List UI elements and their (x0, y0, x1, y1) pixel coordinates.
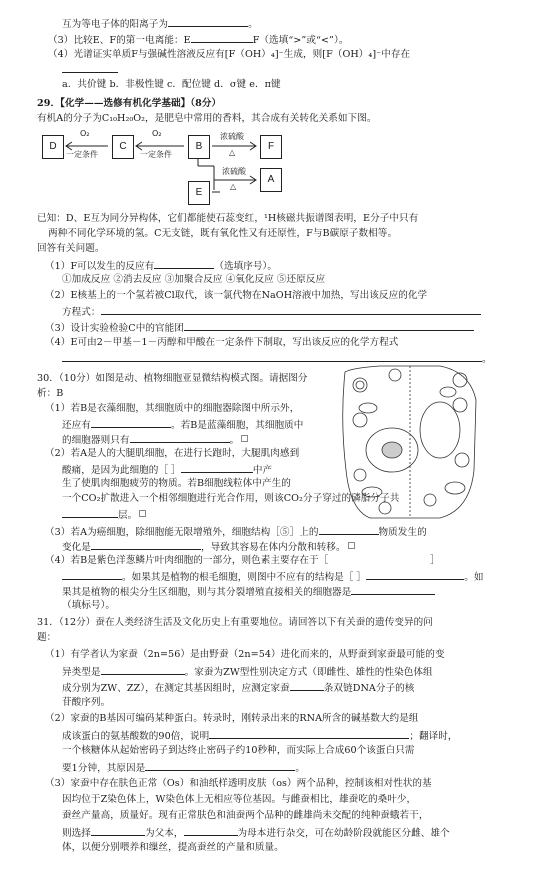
q30-header: 30．（10分）如图是动、植物细胞亚显微结构模式图。请据图分 (37, 373, 308, 384)
q31-p3d (62, 825, 450, 840)
q29-s1-end: （选填序号）。 (214, 261, 278, 272)
q31-p2b (62, 728, 458, 743)
q31-header2: 题： (37, 632, 57, 643)
q31-p3d-text-3: 为母本进行杂交，可在幼龄阶段就能区分雌、雄个 (237, 828, 450, 839)
node-c: C (112, 135, 134, 159)
q30-p4d: （填标号）。 (62, 600, 116, 611)
q31-p2b-text: 成该蛋白的氨基酸数的90倍，说明 (62, 731, 210, 742)
q31-p2c: 一个核糖体从起始密码子到达终止密码子约10秒种，而实际上合成60个该蛋白只需 (62, 745, 415, 756)
q30-p4a-text-2: ］ (430, 555, 440, 566)
q31-p1a: （1）有学者认为家蚕（2n=56）是由野蚕（2n=54）进化而来的，从野蚕到家蚕最可能的变 (45, 649, 445, 660)
q31-p3e: 体，以便分别喂养和缫丝，提高蚕丝的产量和质量。 (62, 842, 284, 853)
q30-p3a-text: （3）若A为癌细胞，除细胞能无限增殖外，细胞结构［⑤］上的 (45, 527, 319, 538)
q30-p1b-text: 还应有 (62, 420, 91, 431)
q30-p3b-text: 变化是 (62, 542, 91, 553)
q29-s2: （2）E核基上的一个氢若被Cl取代，该一氯代物在NaOH溶液中加热，写出该反应的化学 (45, 290, 428, 301)
q31-p1b (62, 664, 433, 679)
q30-p2b-text-2: 中产 (252, 465, 273, 476)
node-f: F (260, 135, 282, 159)
answer-blank[interactable] (145, 760, 295, 771)
node-b: B (188, 135, 210, 159)
q31-p3d-text: 则选择 (62, 828, 91, 839)
q30-p4b-text-2: 。如 (464, 572, 484, 583)
q31-p2a: （2）家蚕的B基因可编码某种蛋白。转录时，刚转录出来的RNA所含的碱基数大约是组 (45, 713, 419, 724)
q29-s4-end: 。 (482, 354, 492, 365)
o2-label-2: O₂ (152, 129, 162, 138)
q29-header: 29．【化学——选修有机化学基础】（8分） (37, 98, 222, 109)
answer-blank[interactable] (184, 825, 238, 836)
q31-p1c-text-2: 条双链DNA分子的核 (323, 683, 415, 694)
q31-p3a: （3）家蚕中存在肤色正常（Os）和油纸样透明皮肤（os）两个品种，控制该相对性状的基 (45, 778, 432, 789)
q28-line2-text: （3）比较E、F的第一电离能：E (48, 35, 191, 46)
q29-known1: 已知：D、E互为同分异构体，它们都能使石蕊变红，¹H核磁共振谱图表明，E分子中只有 (37, 213, 419, 224)
node-d: D (42, 135, 64, 159)
q28-line3: （4）光谱证实单质F与强碱性溶液反应有[F（OH）₄]⁻生成，则[F（OH）₄]⁻中存在 (48, 49, 411, 60)
q29-s1-options: ①加成反应 ②消去反应 ③加聚合反应 ④氧化反应 ⑤还原反应 (62, 274, 326, 285)
q28-line1-end: 。 (248, 19, 258, 30)
q29-s4: （4）E可由2－甲基－1－丙醇和甲酸在一定条件下制取，写出该反应的化学方程式 (45, 337, 399, 348)
node-a: A (260, 168, 282, 192)
q30-p1b-text-2: 。若B是蓝藻细胞，其细胞质中 (170, 420, 304, 431)
q30-p2e-text: 层。 (118, 510, 138, 521)
q30-p2a: （2）若A是人的大腿肌细胞，在进行长跑时，大腿肌肉感到 (45, 448, 300, 459)
q28-line2-text-b: F（选填“>”或“<”）。 (252, 35, 349, 46)
q31-header: 31．（12分）蚕在人类经济生活及文化历史上有重要地位。请回答以下有关蚕的遗传变异的问 (37, 617, 433, 628)
q31-p1c (62, 680, 414, 695)
q29-s2b-text: 方程式： (62, 307, 101, 318)
cond-label-1: 一定条件 (66, 150, 98, 159)
q30-p3a-text-2: 物质发生的 (378, 527, 427, 538)
q30-p2b-text: 酸痛，是因为此细胞的［ ］ (62, 465, 181, 476)
q30-p1a: （1）若B是衣藻细胞，其细胞质中的细胞器除图中所示外， (45, 403, 300, 414)
q28-options: a．共价键 b．非极性键 c．配位键 d．σ键 e．π键 (62, 79, 281, 90)
q31-p1b-text: 异类型是 (62, 667, 101, 678)
q31-p2b-text-2: ；翻译时， (409, 731, 458, 742)
q30-p1c-text: 的细胞器则只有 (62, 435, 130, 446)
q31-p3d-text-2: 为父本， (144, 828, 184, 839)
o2-label-1: O₂ (80, 129, 90, 138)
q30-p4c-text: 果其是植物的根尖分生区细胞，则与其分裂增殖直接相关的细胞器是 (62, 587, 352, 598)
q30-p3b-text-2: ，导致其容易在体内分散和转移。 (200, 542, 346, 553)
q29-known3: 回答有关问题。 (37, 243, 105, 254)
node-e: E (188, 181, 210, 205)
answer-blank[interactable] (290, 680, 324, 691)
q29-s1-text: （1）F可以发生的反应有 (45, 261, 155, 272)
q31-p1d: 苷酸序列。 (62, 697, 111, 708)
q28-line1-text: 互为等电子体的阳离子为 (62, 19, 169, 30)
answer-blank[interactable] (101, 664, 185, 675)
q31-p3c: 蚕丝产量高，质量好。现有正常肤色和油蚕两个品种的雌雄尚未交配的纯种蚕蛾若干， (62, 810, 429, 821)
q30-p4b-text: 。如果其是植物的根毛细胞，则图中不应有的结构是［ ］ (122, 572, 367, 583)
q31-p2d-end: 。 (295, 763, 305, 774)
answer-blank[interactable] (91, 825, 145, 836)
q30-header2: 析：B (37, 388, 64, 399)
answer-blank[interactable] (209, 728, 409, 739)
q29-s3-text: （3）设计实验检验C中的官能团 (45, 323, 184, 334)
delta-label-1: △ (229, 148, 236, 157)
q30-p4a-text: （4）若B是紫色洋葱鳞片叶肉细胞的一部分，则色素主要存在于［ (45, 555, 329, 566)
q30-p2d: 一个CO₂扩散进入一个相邻细胞进行光合作用，则该CO₂分子穿过的磷脂分子共 (62, 493, 400, 504)
q29-known2: 两种不同化学环境的氢。C无支链，既有氧化性又有还原性，F与B碳原子数相等。 (48, 228, 398, 239)
q29-intro: 有机A的分子为C₁₀H₂₀O₂，是肥皂中常用的香料，其合成有关转化关系如下图。 (37, 113, 377, 124)
acid-label-1: 浓硫酸 (220, 132, 244, 141)
q30-p2c: 生了使肌肉细胞疲劳的物质。若B细胞线粒体中产生的 (62, 478, 291, 489)
q31-p1c-text: 成分别为ZW、ZZ），在测定其基因组时，应测定家蚕 (62, 683, 290, 694)
q31-p3b: 因均位于Z染色体上，W染色体上无相应等位基因。与雌蚕相比，雄蚕吃的桑叶少， (62, 794, 417, 805)
q31-p1b-text-2: 。家蚕为ZW型性别决定方式（即雌性、雄性的性染色体组 (184, 667, 433, 678)
q31-p2d (62, 760, 305, 775)
q31-p2d-text: 要1分钟，其原因是 (62, 763, 146, 774)
acid-label-2: 浓硫酸 (222, 167, 246, 176)
q30-p1c-end: 。 (229, 435, 240, 446)
cond-label-2: 一定条件 (140, 150, 172, 159)
delta-label-2: △ (230, 182, 237, 191)
